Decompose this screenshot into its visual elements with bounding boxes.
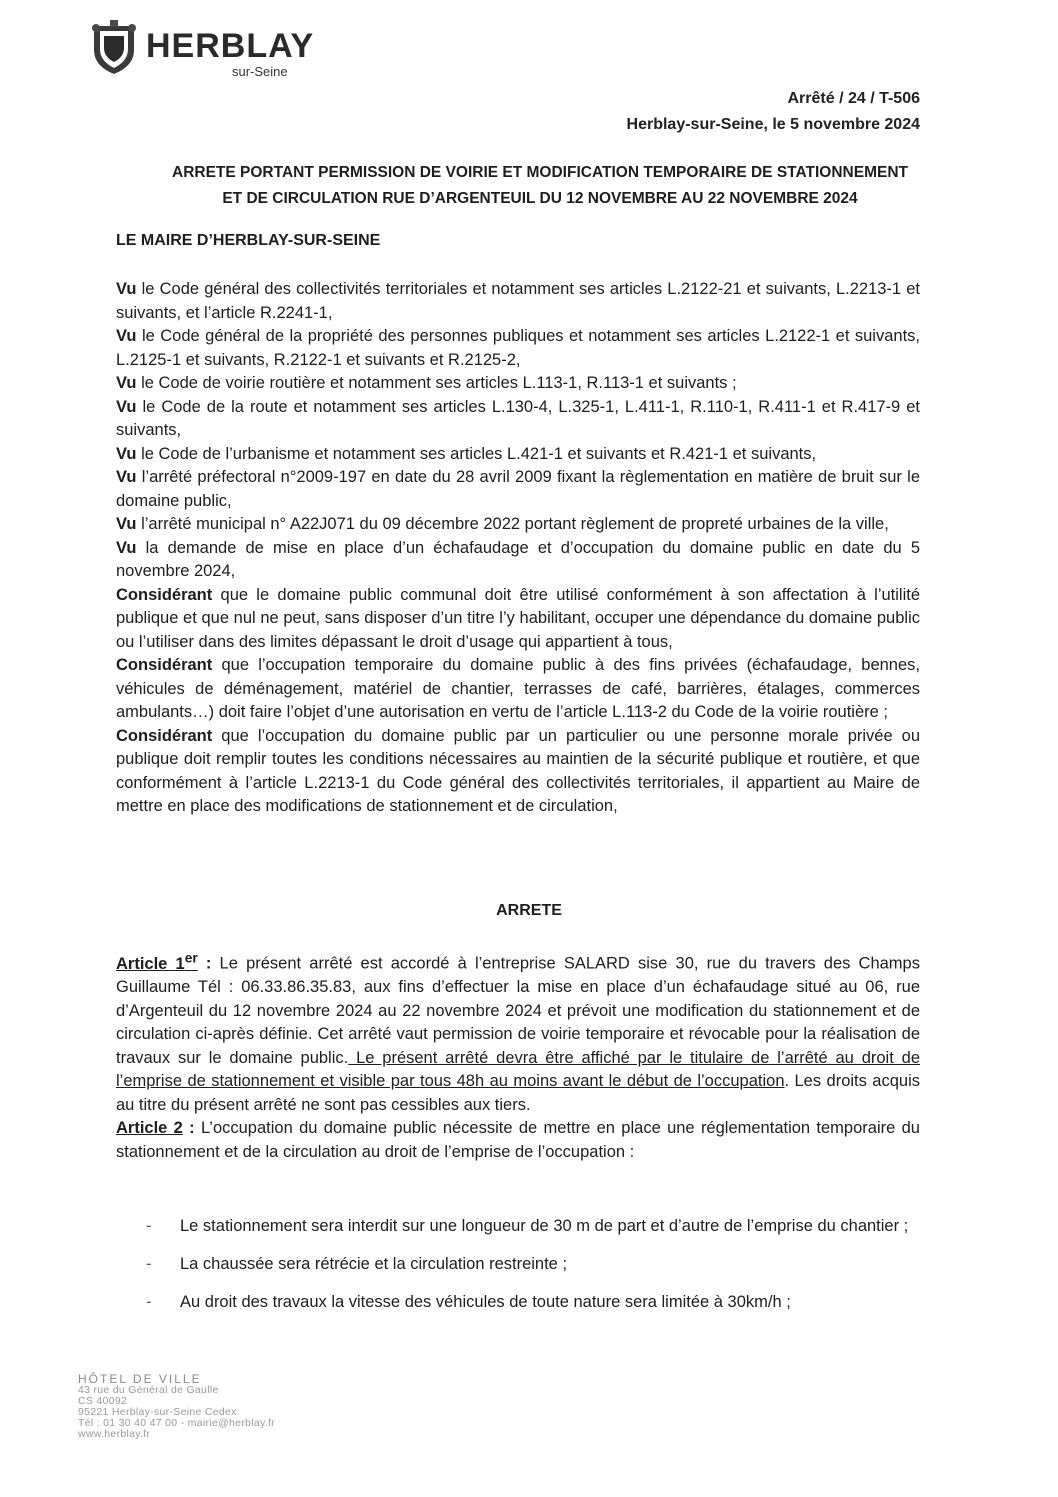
article-1-posting-requirement: Le présent arrêté devra être affiché par le titulaire de l’arrêté au droit de l’emprise de stationnement et visible par tous 48h au moins avant le début de l’occupation	[116, 1048, 920, 1090]
article-2-label: Article 2	[116, 1119, 183, 1137]
visa-lead: Vu	[116, 327, 137, 345]
visa-paragraph	[116, 372, 920, 396]
bullet-dash: -	[146, 1255, 152, 1273]
considering-paragraph	[116, 725, 920, 819]
visa-lead: Vu	[116, 397, 137, 416]
visa-lead: Vu	[116, 374, 137, 392]
issuing-authority: LE MAIRE D’HERBLAY-SUR-SEINE	[116, 232, 381, 249]
visa-lead: Vu	[116, 468, 137, 486]
visa-paragraph	[116, 537, 920, 584]
bullet-dash: -	[146, 1293, 152, 1311]
visa-text: le Code de voirie routière et notamment ses articles L.113-1, R.113-1 et suivants ;	[136, 374, 737, 392]
visa-lead: Vu	[116, 515, 137, 533]
city-hall-address	[78, 1374, 275, 1440]
visa-text: l’arrêté préfectoral n°2009-197 en date du 28 avril 2009 fixant la règlementation en matière de bruit sur le domaine public,	[116, 468, 920, 510]
visa-text: le Code de la route et notamment ses articles L.130-4, L.325-1, L.411-1, R.110-1, R.411-1 et R.417-9 et suivants,	[116, 397, 920, 439]
considering-paragraph	[116, 654, 920, 725]
document-reference	[627, 86, 920, 138]
considering-lead: Considérant	[116, 585, 213, 604]
bullet-dash: -	[146, 1217, 152, 1235]
logo-subtitle: sur-Seine	[232, 64, 288, 79]
considering-text: que le domaine public communal doit être utilisé conformément à son affectation à l’utilité publique et que nul ne peut, sans disposer d’un titre l’y habilitant, occuper une dépendance du domaine public ou l’utiliser dans des limites dépassant le droit d’usage qui appartient à tous,	[116, 585, 920, 651]
footer-contact: Tél : 01 30 40 47 00 - mairie@herblay.fr	[78, 1417, 275, 1429]
document-title	[100, 160, 980, 212]
footer-street: 43 rue du Général de Gaulle	[78, 1384, 219, 1396]
visa-paragraph	[116, 513, 920, 537]
footer-postbox: CS 40092	[78, 1395, 128, 1407]
place-and-date: Herblay-sur-Seine, le 5 novembre 2024	[626, 116, 920, 133]
list-item: - La chaussée sera rétrécie et la circulation restreinte ;	[146, 1246, 926, 1282]
visa-paragraph	[116, 396, 920, 443]
considering-paragraph	[116, 584, 920, 655]
article-2: Article 2 : L’occupation du domaine public nécessite de mettre en place une réglementation temporaire du stationnement et de la circulation au droit de l’emprise de l’occupation :	[116, 1119, 920, 1161]
footer-website: www.herblay.fr	[78, 1428, 151, 1440]
reference-number: Arrêté / 24 / T-506	[787, 90, 920, 107]
article-1-label: Article 1er	[116, 950, 198, 973]
list-item: - Au droit des travaux la vitesse des véhicules de toute nature sera limitée à 30km/h ;	[146, 1284, 926, 1320]
considering-text: que l’occupation temporaire du domaine public à des fins privées (échafaudage, bennes, véhicules de déménagement, matériel de chantier, terrasses de café, barrières, étalages, commerces ambulants…) doit faire l’objet d’une autorisation en vertu de l’article L.113-2 du Code de la voirie routière ;	[116, 656, 920, 721]
visa-text: le Code de l’urbanisme et notamment ses articles L.421-1 et suivants et R.421-1 et suivants,	[136, 444, 817, 463]
title-line-1: ARRETE PORTANT PERMISSION DE VOIRIE ET MODIFICATION TEMPORAIRE DE STATIONNEMENT	[172, 164, 908, 181]
visa-paragraph	[116, 278, 920, 325]
footer-heading: HÔTEL DE VILLE	[78, 1372, 202, 1386]
visa-text: la demande de mise en place d’un échafaudage et d’occupation du domaine public en date du 5 novembre 2024,	[116, 538, 920, 580]
visa-lead: Vu	[116, 538, 137, 557]
considering-text: que l’occupation du domaine public par un particulier ou une personne morale privée ou publique doit remplir toutes les conditions nécessaires au maintien de la sécurité publique et routière, et que conformément à l’article L.2213-1 du Code général des collectivités territoriales, il appartient au Maire de mettre en place des modifications de stationnement et de circulation,	[116, 726, 920, 815]
article-1-text-end: . Les droits acquis au titre du présent arrêté ne sont pas cessibles aux tiers.	[116, 1072, 921, 1114]
visa-paragraph	[116, 443, 920, 467]
list-item: - Le stationnement sera interdit sur une longueur de 30 m de part et d’autre de l’emprise du chantier ;	[146, 1208, 926, 1244]
decree-heading: ARRETE	[496, 902, 562, 919]
visa-paragraph	[116, 466, 920, 513]
visa-text: le Code général de la propriété des personnes publiques et notamment ses articles L.2122-1 et suivants, L.2125-1 et suivants, R.2122-1 et suivants et R.2125-2,	[116, 327, 920, 369]
visa-text: le Code général des collectivités territoriales et notamment ses articles L.2122-21 et suivants, L.2213-1 et suivants, et l’article R.2241-1,	[116, 280, 920, 322]
visa-text: l’arrêté municipal n° A22J071 du 09 décembre 2022 portant règlement de propreté urbaines de la ville,	[136, 515, 889, 533]
city-logo	[88, 20, 328, 80]
restrictions-list	[146, 1208, 926, 1320]
footer-city: 95221 Herblay-sur-Seine Cedex	[78, 1406, 237, 1418]
article-1: Article 1er : Le présent arrêté est accordé à l’entreprise SALARD sise 30, rue du travers des Champs Guillaume Tél : 06.33.86.35.83, aux fins d’effectuer la mise en place d’un échafaudage situé au 06, rue d’Argenteuil du 12 novembre 2024 au 22 novembre 2024 et prévoit une modification du stationnement et de circulation ci-après définie. Cet arrêté vaut permission de voirie temporaire et révocable pour la réalisation de travaux sur le domaine public. Le présent arrêté devra être affiché par le titulaire de l’arrêté au droit de l’emprise de stationnement et visible par tous 48h au moins avant le début de l’occupation. Les droits acquis au titre du présent arrêté ne sont pas cessibles aux tiers.	[116, 950, 921, 1114]
considering-lead: Considérant	[116, 656, 213, 674]
visa-lead: Vu	[116, 280, 137, 298]
title-line-2: ET DE CIRCULATION RUE D’ARGENTEUIL DU 12 NOVEMBRE AU 22 NOVEMBRE 2024	[222, 190, 858, 207]
articles-section	[116, 946, 920, 1164]
article-2-text: L’occupation du domaine public nécessite de mettre en place une réglementation temporaire du stationnement et de la circulation au droit de l’emprise de l’occupation :	[116, 1119, 920, 1161]
logo-wordmark: HERBLAY	[146, 27, 315, 65]
visa-paragraph	[116, 325, 920, 372]
considering-lead: Considérant	[116, 726, 213, 745]
visa-lead: Vu	[116, 444, 137, 463]
visas-section	[116, 278, 920, 819]
article-1-text: Le présent arrêté est accordé à l’entreprise SALARD sise 30, rue du travers des Champs Guillaume Tél : 06.33.86.35.83, aux fins d’effectuer la mise en place d’un échafaudage situé au 06, rue d’Argenteuil du 12 novembre 2024 au 22 novembre 2024 et prévoit une modification du stationnement et de circulation ci-après définie. Cet arrêté vaut permission de voirie temporaire et révocable pour la réalisation de travaux sur le domaine public.	[116, 954, 920, 1067]
coat-of-arms-icon	[88, 20, 140, 76]
